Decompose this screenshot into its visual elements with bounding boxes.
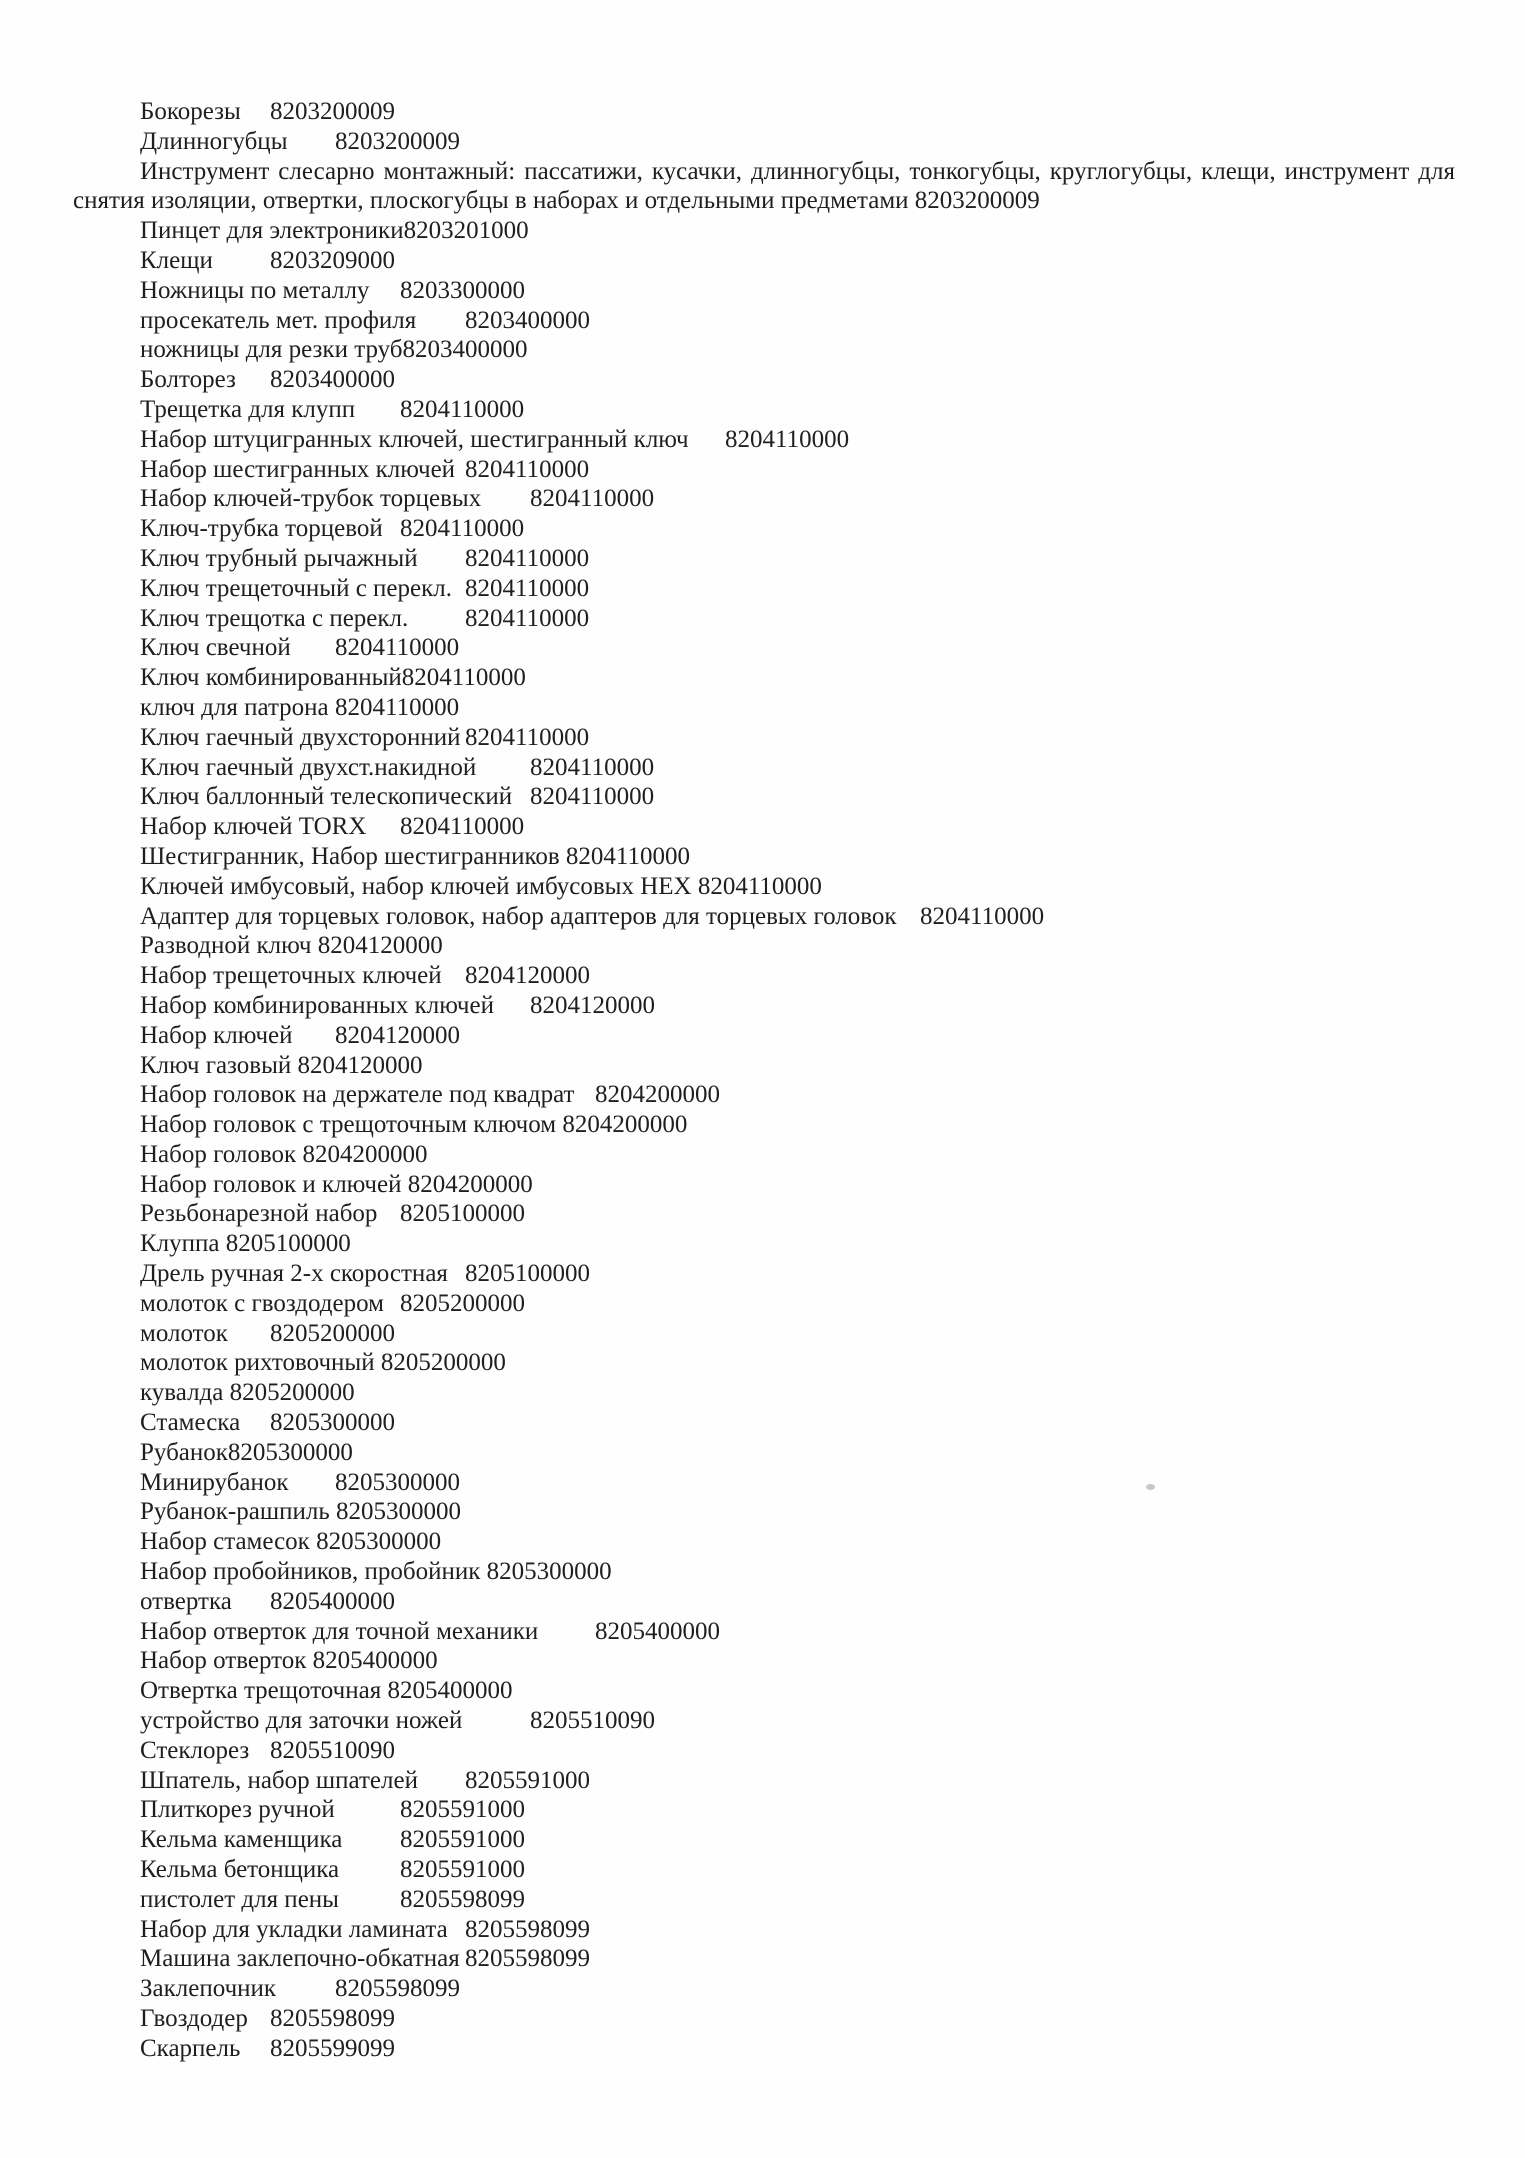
item-name: Ключ трещеточный с перекл. <box>140 574 465 602</box>
list-item <box>73 1348 1455 1378</box>
list-item <box>73 1795 1455 1825</box>
list-item <box>73 365 1455 395</box>
item-name: Ключ трубный рычажный <box>140 544 465 572</box>
item-name: Дрель ручная 2-х скоростная <box>140 1260 465 1288</box>
item-code: 8205591000 <box>400 1796 525 1824</box>
item-name: Стамеска <box>140 1409 270 1437</box>
list-item <box>73 872 1455 902</box>
item-code: 8204120000 <box>335 1021 460 1049</box>
item-code: 8205598099 <box>465 1945 590 1973</box>
list-item <box>73 1259 1455 1289</box>
item-code: 8204200000 <box>407 1170 533 1198</box>
list-item <box>73 1915 1455 1945</box>
list-item <box>73 1676 1455 1706</box>
item-name: Отвертка трещоточная <box>140 1677 388 1705</box>
item-name: пистолет для пены <box>140 1885 400 1913</box>
item-code: 8204110000 <box>465 574 590 602</box>
tool-code-list <box>73 97 1455 2064</box>
list-item <box>73 1944 1455 1974</box>
item-code: 8204110000 <box>400 515 525 543</box>
list-item <box>73 1140 1455 1170</box>
item-name: Бокорезы <box>140 98 270 125</box>
item-code: 8204110000 <box>565 842 690 870</box>
list-item <box>73 1378 1455 1408</box>
list-item <box>73 961 1455 991</box>
item-name: ножницы для резки труб <box>140 336 403 364</box>
list-item <box>73 693 1455 723</box>
item-code: 8205300000 <box>486 1558 612 1586</box>
item-code: 8205598099 <box>465 1915 590 1943</box>
list-item <box>73 127 1455 157</box>
item-code: 8204200000 <box>562 1111 688 1139</box>
item-code: 8204110000 <box>530 485 655 513</box>
list-item <box>73 842 1455 872</box>
item-code: 8205400000 <box>270 1587 395 1615</box>
item-name: Трещетка для клупп <box>140 395 400 423</box>
list-item <box>73 2034 1455 2064</box>
list-item <box>73 1885 1455 1915</box>
list-item <box>73 1080 1455 1110</box>
item-name: Минирубанок <box>140 1468 335 1496</box>
list-item <box>73 97 1455 127</box>
item-name: Набор ключей-трубок торцевых <box>140 485 530 513</box>
item-code: 8205591000 <box>400 1826 525 1854</box>
list-item <box>73 1468 1455 1498</box>
item-name: Набор стамесок <box>140 1528 317 1556</box>
item-code: 8203209000 <box>270 246 395 274</box>
list-item <box>73 1557 1455 1587</box>
item-code: 8204120000 <box>465 962 590 990</box>
item-name: Набор шестигранных ключей <box>140 455 465 483</box>
description-paragraph: Инструмент слесарно монтажный: пассатижи, кусачки, длинногубцы, тонкогубцы, круглогубцы, клещи, инструмент для снятия изоляции, отвертки, плоскогубцы в наборах и отдельными предметами 8203200009 <box>73 157 1455 215</box>
item-code: 8203400000 <box>270 366 395 394</box>
item-code: 8205100000 <box>465 1260 590 1288</box>
list-item <box>73 1855 1455 1885</box>
item-name: Набор головок с трещоточным ключом <box>140 1111 563 1139</box>
item-code: 8205200000 <box>380 1349 506 1377</box>
item-code: 8205510090 <box>270 1736 395 1764</box>
item-name: Набор трещеточных ключей <box>140 962 465 990</box>
item-name: Набор ключей TORX <box>140 813 400 841</box>
item-name: Стеклорез <box>140 1736 270 1764</box>
list-item <box>73 1527 1455 1557</box>
item-name: Кельма бетонщика <box>140 1856 400 1884</box>
list-item <box>73 1617 1455 1647</box>
list-item <box>73 604 1455 634</box>
list-item <box>73 1289 1455 1319</box>
item-code: 8205400000 <box>387 1677 513 1705</box>
list-item <box>73 663 1455 693</box>
list-item <box>73 1736 1455 1766</box>
item-name: Ключ газовый <box>140 1051 298 1079</box>
item-code: 8204110000 <box>530 783 655 811</box>
item-code: 8203300000 <box>400 276 525 304</box>
item-code: 8205599099 <box>270 2034 395 2062</box>
item-name: просекатель мет. профиля <box>140 306 465 334</box>
list-item <box>73 902 1455 932</box>
item-code: 8205598099 <box>335 1975 460 2003</box>
item-name: Шестигранник, Набор шестигранников <box>140 842 566 870</box>
list-item <box>73 2004 1455 2034</box>
item-name: кувалда <box>140 1379 230 1407</box>
item-name: Ключ гаечный двухст.накидной <box>140 753 530 781</box>
list-item <box>73 1497 1455 1527</box>
list-item <box>73 335 1455 365</box>
item-name: Набор головок и ключей <box>140 1170 408 1198</box>
item-code: 8204110000 <box>400 395 525 423</box>
list-item <box>73 306 1455 336</box>
list-item <box>73 246 1455 276</box>
item-name: Гвоздодер <box>140 2005 270 2032</box>
item-code: 8203400000 <box>465 306 590 334</box>
item-name: Длинногубцы <box>140 127 335 155</box>
list-item <box>73 1199 1455 1229</box>
item-name: Набор штуцигранных ключей, шестигранный ключ <box>140 425 725 453</box>
list-item <box>73 812 1455 842</box>
item-code: 8205100000 <box>400 1200 525 1228</box>
item-name: Набор головок на держателе под квадрат <box>140 1081 595 1109</box>
list-item <box>73 514 1455 544</box>
scan-artifact <box>1146 1484 1155 1490</box>
item-code: 8203400000 <box>402 336 528 364</box>
item-name: Набор комбинированных ключей <box>140 991 530 1019</box>
item-code: 8205200000 <box>229 1379 355 1407</box>
item-name: Кельма каменщика <box>140 1826 400 1854</box>
item-code: 8204110000 <box>465 455 590 483</box>
item-name: Ключей имбусовый, набор ключей имбусовых HEX <box>140 872 698 900</box>
list-item <box>73 633 1455 663</box>
item-name: Набор для укладки ламината <box>140 1915 465 1943</box>
item-name: Ножницы по металлу <box>140 276 400 304</box>
item-name: Ключ-трубка торцевой <box>140 515 400 543</box>
item-code: 8204200000 <box>302 1140 428 1168</box>
item-code: 8205598099 <box>400 1885 525 1913</box>
list-item <box>73 1408 1455 1438</box>
item-code: 8204200000 <box>595 1081 720 1109</box>
item-name: Ключ трещотка с перекл. <box>140 604 465 632</box>
list-item <box>73 1825 1455 1855</box>
item-name: Ключ гаечный двухсторонний <box>140 723 465 751</box>
list-item <box>73 544 1455 574</box>
list-item <box>73 1974 1455 2004</box>
list-item <box>73 1319 1455 1349</box>
item-code: 8204110000 <box>697 872 822 900</box>
list-item <box>73 1766 1455 1796</box>
list-item <box>73 395 1455 425</box>
item-code: 8204110000 <box>725 425 850 453</box>
list-item <box>73 782 1455 812</box>
item-code: 8205591000 <box>465 1766 590 1794</box>
list-item <box>73 1021 1455 1051</box>
list-item <box>73 574 1455 604</box>
item-code: 8203200009 <box>270 98 395 125</box>
item-name: Набор головок <box>140 1140 303 1168</box>
item-name: Набор пробойников, пробойник <box>140 1558 487 1586</box>
list-item <box>73 1587 1455 1617</box>
list-item <box>73 753 1455 783</box>
item-code: 8205300000 <box>316 1528 442 1556</box>
item-name: Рубанок <box>140 1438 228 1466</box>
item-code: 8205100000 <box>225 1230 351 1258</box>
item-code: 8204110000 <box>465 723 590 751</box>
item-name: Скарпель <box>140 2034 270 2062</box>
item-name: Ключ комбинированный <box>140 664 402 692</box>
item-code: 8204110000 <box>335 634 460 662</box>
item-name: Ключ свечной <box>140 634 335 662</box>
list-item <box>73 425 1455 455</box>
list-item <box>73 276 1455 306</box>
list-item <box>73 1170 1455 1200</box>
item-name: Разводной ключ <box>140 932 318 960</box>
item-code: 8204120000 <box>317 932 443 960</box>
item-name: Набор отверток <box>140 1647 313 1675</box>
item-code: 8205400000 <box>312 1647 438 1675</box>
item-name: Клуппа <box>140 1230 226 1258</box>
item-code: 8204110000 <box>400 813 525 841</box>
item-name: молоток <box>140 1319 270 1347</box>
item-code: 8204110000 <box>530 753 655 781</box>
item-code: 8205300000 <box>335 1468 460 1496</box>
list-item <box>73 1706 1455 1736</box>
list-item <box>73 1110 1455 1140</box>
list-item <box>73 484 1455 514</box>
item-name: Набор отверток для точной механики <box>140 1617 595 1645</box>
item-code: 8205300000 <box>270 1409 395 1437</box>
item-code: 8205200000 <box>270 1319 395 1347</box>
item-code: 8203201000 <box>403 217 529 245</box>
item-name: Клещи <box>140 246 270 274</box>
item-name: отвертка <box>140 1587 270 1615</box>
item-code: 8204110000 <box>335 693 460 721</box>
item-name: Плиткорез ручной <box>140 1796 400 1824</box>
item-code: 8204120000 <box>530 991 655 1019</box>
list-item <box>73 216 1455 246</box>
item-name: Ключ баллонный телескопический <box>140 783 530 811</box>
item-code: 8205510090 <box>530 1707 655 1735</box>
item-code: 8205300000 <box>335 1498 461 1526</box>
item-name: Машина заклепочно-обкатная <box>140 1945 465 1973</box>
item-name: Болторез <box>140 366 270 394</box>
list-item <box>73 1229 1455 1259</box>
item-code: 8204110000 <box>920 902 1045 930</box>
item-code: 8205300000 <box>227 1438 353 1466</box>
item-name: молоток рихтовочный <box>140 1349 381 1377</box>
item-name: молоток с гвоздодером <box>140 1289 400 1317</box>
item-name: Заклепочник <box>140 1975 335 2003</box>
list-item <box>73 455 1455 485</box>
list-item <box>73 1438 1455 1468</box>
item-name: Шпатель, набор шпателей <box>140 1766 465 1794</box>
list-item <box>73 1051 1455 1081</box>
item-code: 8204110000 <box>401 664 526 692</box>
item-name: ключ для патрона <box>140 693 335 721</box>
item-code: 8204120000 <box>297 1051 423 1079</box>
item-name: Набор ключей <box>140 1021 335 1049</box>
list-item <box>73 931 1455 961</box>
item-code: 8203200009 <box>335 127 460 155</box>
item-name: Рубанок-рашпиль <box>140 1498 336 1526</box>
item-name: Пинцет для электроники <box>140 217 404 245</box>
item-code: 8205400000 <box>595 1617 720 1645</box>
item-code: 8204110000 <box>465 544 590 572</box>
item-code: 8204110000 <box>465 604 590 632</box>
list-item <box>73 991 1455 1021</box>
list-item <box>73 723 1455 753</box>
item-name: Резьбонарезной набор <box>140 1200 400 1228</box>
item-name: устройство для заточки ножей <box>140 1707 530 1735</box>
item-code: 8205200000 <box>400 1289 525 1317</box>
list-item <box>73 1646 1455 1676</box>
item-code: 8205591000 <box>400 1856 525 1884</box>
item-name: Адаптер для торцевых головок, набор адаптеров для торцевых головок <box>140 902 920 930</box>
item-code: 8205598099 <box>270 2005 395 2032</box>
